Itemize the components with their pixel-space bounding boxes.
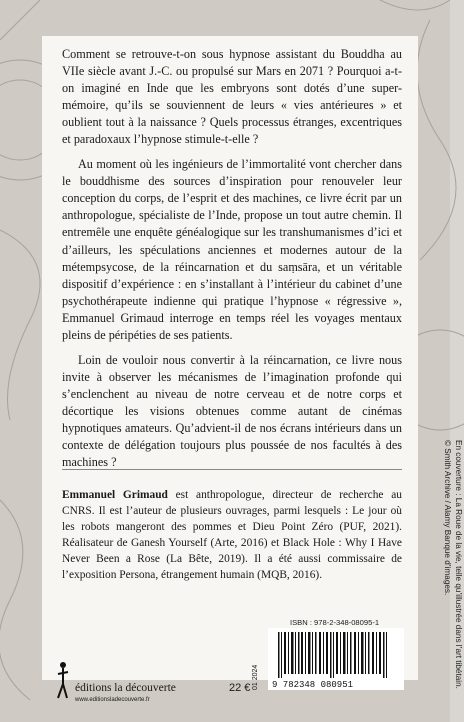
- cover-credit-line-1: En couverture : La Roue de la vie, telle qu’illustrée dans l’art tibétain.: [454, 440, 463, 689]
- price: 22 €: [229, 682, 251, 694]
- barcode-number: 9 782348 080951: [272, 680, 354, 690]
- author-name: Emmanuel Grimaud: [62, 489, 168, 501]
- author-bio-text: est anthropologue, directeur de recherche au CNRS. Il est l’auteur de plusieurs ouvrages, parmi lesquels : Le jour où les robots mangeront des pommes et Dieu Point Zéro (PUF, 2021). Réalisateur de Ganesh Yourself (Arte, 2016) et Black Hole : Why I Have Never Been a Rose (La Bête, 2019). Il a été aussi commissaire de l’exposition Persona, étrangement humain (MQB, 2016).: [62, 489, 402, 581]
- publisher-logo-icon: [55, 660, 71, 700]
- blurb-paragraph-2: Au moment où les ingénieurs de l’immortalité vont chercher dans le bouddhisme des sources d’inspiration pour renouveler leur conception du corps, de l’esprit et des machines, ce livre écrit par un anthropologue, spécialiste de l’Inde, propose un tout autre chemin. Il entremêle une enquête généalogique sur les transhumanismes d’ici et d’ailleurs, les spéculations anciennes et modernes autour de la métempsycose, de la réincarnation et du saṃsāra, et un véritable dispositif d’expérience : en s’installant à l’intérieur du cabinet d’une psychothérapeute indienne qui pratique l’hypnose « régressive », Emmanuel Grimaud interroge en temps réel les voyages mentaux pleins de péripéties de ses patients.: [62, 157, 402, 342]
- author-bio: [62, 487, 402, 583]
- cover-credit-line-2: © Smith Archive / Alamy Banque d’images.: [443, 440, 452, 596]
- publisher-url: www.editionsladecouverte.fr: [75, 697, 150, 703]
- blurb: [62, 46, 402, 479]
- blurb-paragraph-1: Comment se retrouve-t-on sous hypnose assistant du Bouddha au VIIe siècle avant J.-C. ou propulsé sur Mars en 2071 ? Pourquoi a-t-on imaginé en Inde que les embryons sont dotés d’une super-mémoire, qu’ils se souviennent de leurs « vies antérieures » et oublient tout à la naissance ? Quels processus étranges, excentriques et paradoxaux l’hypnose stimule-t-elle ?: [62, 47, 402, 147]
- isbn: ISBN : 978-2-348-08095-1: [290, 618, 380, 627]
- blurb-paragraph-3: Loin de vouloir nous convertir à la réincarnation, ce livre nous invite à observer les mécanismes de l’imagination profonde qui s’enclenchent au niveau de notre cerveau et de notre corps et décortique les visions obtenues comme autant de cinémas hypnotiques amateurs. Qu’advient-il de nos écrans intérieurs dans un contexte de délégation toujours plus poussée de nos facultés à des machines ?: [62, 352, 402, 470]
- print-code: 01 2024: [252, 664, 259, 690]
- divider: [62, 469, 402, 470]
- cover-credit: [430, 440, 464, 689]
- barcode: [268, 628, 404, 690]
- publisher-name: éditions la découverte: [75, 682, 176, 694]
